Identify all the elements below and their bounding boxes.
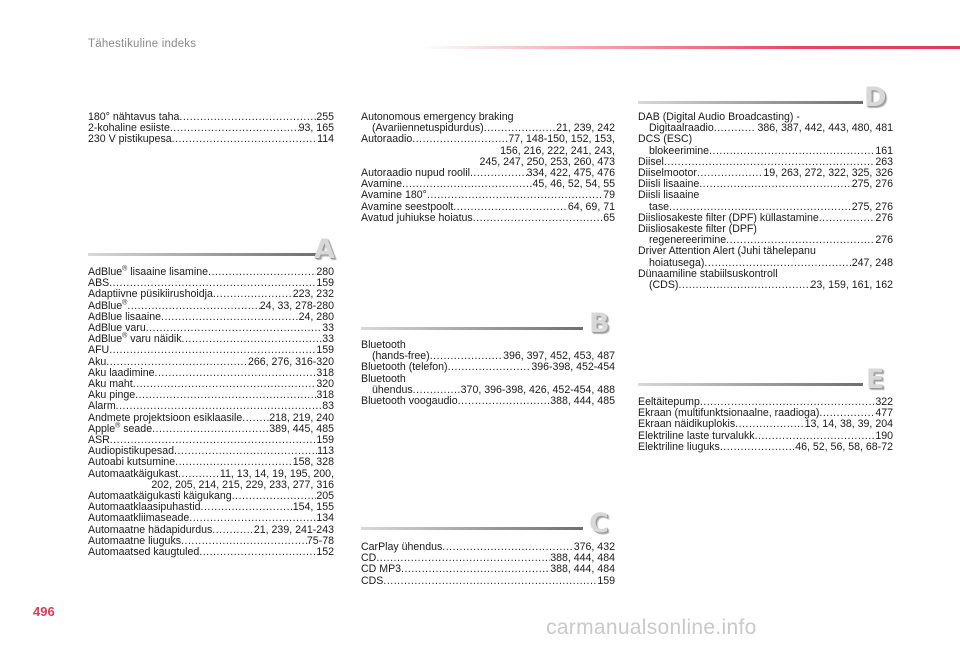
entry-term-text: Avatud juhiukse hoiatus (361, 211, 473, 224)
entry-term-text: AdBlue (88, 266, 123, 278)
section-divider-line (638, 101, 863, 104)
entry-term-suffix: seade (120, 422, 153, 435)
entry-pages: 247, 248 (851, 256, 893, 269)
entry-pages: 79 (603, 189, 615, 202)
dot-leader (179, 112, 316, 123)
entry-term (361, 576, 383, 587)
index-entry (361, 112, 615, 134)
dot-leader (699, 179, 852, 190)
entry-pages: 376, 432 (573, 541, 615, 553)
entry-pages: 114 (317, 133, 334, 146)
entry-pages: 154, 155 (292, 501, 334, 514)
section-letter: C (589, 508, 609, 539)
dot-leader (448, 362, 532, 373)
entry-pages: 159 (316, 434, 334, 447)
entry-pages: 24, 33, 278-280 (259, 299, 334, 312)
entry-term-text: CD (361, 552, 377, 565)
page-number: 496 (33, 604, 55, 619)
entry-term-text: Eeltäitepump (638, 396, 700, 408)
entry-pages: 159 (316, 344, 334, 357)
entry-pages: 396-398, 452-454 (531, 361, 615, 374)
dot-leader (213, 289, 293, 300)
entry-pages: 280 (316, 266, 334, 278)
index-entry (361, 340, 615, 362)
entry-row (361, 362, 615, 373)
entry-term-text: Aku (88, 355, 107, 368)
entry-heading: DAB (Digital Audio Broadcasting) - (638, 111, 800, 123)
entry-term-text: Autoabi kutsumine (88, 456, 176, 469)
entry-term-suffix: lisaaine lisamine (127, 266, 209, 278)
entry-term (88, 134, 172, 145)
entry-pages: 223, 232 (292, 288, 334, 301)
entry-term-text: Autoraadio (361, 133, 413, 146)
entry-term-text: Andmete projektsioon esiklaasile (88, 411, 243, 424)
dot-leader (172, 134, 317, 145)
entry-heading: DCS (ESC) (638, 133, 693, 146)
index-entry (88, 424, 334, 435)
dot-leader (155, 368, 317, 379)
dot-leader (819, 213, 876, 224)
entry-term-text: Aku laadimine (88, 366, 155, 379)
section-divider-line (361, 527, 583, 530)
entry-pages-continued: 245, 247, 250, 253, 260, 473 (479, 155, 615, 168)
watermark-text: carmanualsonline.info (546, 616, 757, 639)
dot-leader (242, 413, 269, 424)
entry-pages: 388, 444, 484 (550, 563, 615, 576)
entry-term-text: (Avariiennetuspidurdus) (372, 122, 484, 135)
entry-term-text: Ekraan näidikuplokis (638, 418, 736, 431)
dot-leader (199, 547, 316, 558)
dot-leader (401, 564, 550, 575)
entry-heading: Bluetooth (361, 372, 406, 385)
entry-pages: 322 (875, 396, 893, 408)
entry-term-text: Avamine (361, 178, 403, 191)
dot-leader (412, 134, 508, 145)
entry-pages: 389, 445, 485 (269, 422, 334, 435)
entry-pages: 64, 69, 71 (567, 200, 615, 213)
entry-pages: 33 (322, 322, 334, 335)
letter-heading-e (638, 364, 893, 398)
entry-term-text: Audiopistikupesad (88, 445, 174, 458)
entry-pages: 158, 328 (292, 456, 334, 469)
dot-leader (697, 168, 764, 179)
entry-term (638, 442, 720, 453)
dot-leader (109, 345, 316, 356)
entry-heading: Dünaamiline stabiilsuskontroll (638, 267, 778, 280)
entry-row (638, 146, 893, 157)
index-column-1 (88, 112, 334, 146)
entry-row (361, 213, 615, 224)
entry-term-text: AdBlue lisaaine (88, 310, 162, 323)
dot-leader (175, 457, 293, 468)
entry-term-text: Digitaalraadio (649, 122, 714, 135)
entry-row (361, 576, 615, 587)
entry-term-text: (CDS) (649, 279, 679, 292)
entry-pages: 161 (875, 144, 893, 157)
entry-pages: 83 (322, 400, 334, 413)
entry-pages: 11, 13, 14, 19, 195, 200, (219, 467, 334, 480)
entry-pages: 266, 276, 316-320 (247, 355, 334, 368)
index-entry (88, 390, 334, 401)
index-entry (361, 362, 615, 373)
entry-term-text: Automaatkäigukast (88, 467, 179, 480)
entry-term-text: AdBlue (88, 333, 123, 346)
entry-row (88, 267, 334, 278)
index-section-b (361, 340, 615, 407)
index-entry (88, 547, 334, 558)
entry-term-text: Automaatne liuguks (88, 534, 182, 547)
dot-leader (714, 123, 752, 134)
index-entry (361, 374, 615, 396)
entry-pages: . 386, 387, 442, 443, 480, 481 (751, 122, 893, 135)
entry-pages: 205 (316, 490, 334, 503)
dot-leader (678, 280, 810, 291)
entry-term-text: Ekraan (multifunktsionaalne, raadioga) (638, 407, 820, 420)
index-entry (638, 442, 893, 453)
dot-leader (135, 390, 316, 401)
dot-leader (458, 396, 551, 407)
entry-pages: 23, 159, 161, 162 (810, 279, 893, 292)
entry-term-text: Bluetooth (telefon) (361, 361, 448, 374)
entry-term-text: AdBlue (88, 299, 123, 312)
entry-heading: Autonomous emergency braking (361, 111, 514, 123)
letter-heading-c (361, 508, 615, 542)
registered-mark: ® (122, 332, 128, 340)
index-entry (88, 134, 334, 145)
entry-row (361, 396, 615, 407)
entry-term-text: 2-kohaline esiiste (88, 122, 170, 135)
entry-term-text: Diisli lisaaine (638, 178, 700, 191)
dot-leader (383, 576, 597, 587)
entry-pages: 218, 219, 240 (269, 411, 334, 424)
entry-pages: 33 (322, 333, 334, 346)
index-entry (638, 112, 893, 134)
entry-pages: 275, 276 (851, 178, 893, 191)
entry-term-text: Adaptiivne püsikiirushoidja (88, 288, 213, 301)
entry-pages-continued: 156, 216, 222, 241, 243, (500, 144, 615, 157)
entry-term-text: ASR (88, 434, 110, 447)
section-divider-line (88, 253, 316, 256)
index-column-2 (361, 112, 615, 224)
entry-heading: Diisliosakeste filter (DPF) (638, 223, 757, 236)
index-entry (638, 269, 893, 291)
entry-term-text: CD MP3 (361, 563, 402, 576)
entry-term-text: tase (649, 200, 670, 213)
entry-row (88, 334, 334, 345)
entry-term (361, 396, 458, 407)
entry-pages: 13, 14, 38, 39, 204 (804, 418, 893, 431)
entry-pages: 190 (875, 429, 893, 442)
entry-row (88, 547, 334, 558)
entry-term-text: ühendus (372, 383, 413, 396)
entry-term-text: Avamine seestpoolt (361, 200, 454, 213)
running-header-title: Tähestikuline indeks (88, 38, 197, 50)
entry-pages: 388, 444, 484 (550, 552, 615, 565)
index-section-c (361, 542, 615, 587)
index-section-d (638, 112, 893, 291)
dot-leader (376, 553, 550, 564)
entry-term-text: Automaatkliimaseade (88, 512, 190, 525)
entry-row (638, 280, 893, 291)
entry-pages: 320 (316, 378, 334, 391)
entry-term-suffix: varu näidik (127, 333, 182, 346)
entry-pages: 276 (875, 234, 893, 247)
index-section-e (638, 397, 893, 453)
entry-row (361, 134, 615, 145)
index-entry (88, 345, 334, 356)
section-divider-line (638, 383, 863, 386)
entry-pages: 276 (875, 211, 893, 224)
entry-pages: 134 (316, 512, 334, 525)
entry-term (361, 362, 448, 373)
entry-term-text: regenereerimine (649, 234, 727, 247)
entry-pages: 370, 396-398, 426, 452-454, 488 (460, 383, 615, 396)
entry-pages: 255 (316, 111, 334, 123)
entry-row (88, 390, 334, 401)
index-entry (638, 246, 893, 268)
entry-pages: 477 (875, 407, 893, 420)
entry-pages: 21, 239, 241-243 (253, 523, 334, 536)
entry-pages: 396, 397, 452, 453, 487 (503, 350, 615, 363)
entry-term-text: CarPlay ühendus (361, 541, 443, 553)
entry-term-text: Apple (88, 422, 116, 435)
dot-leader (200, 502, 292, 513)
dot-leader (720, 442, 795, 453)
entry-term-text: blokeerimine (649, 144, 710, 157)
entry-term-text: Automaatne hädapidurdus (88, 523, 213, 536)
entry-term-text: AdBlue varu (88, 322, 146, 335)
index-entry (638, 190, 893, 212)
entry-term-text: Autoraadio nupud roolil (361, 167, 470, 180)
dot-leader (133, 379, 317, 390)
entry-pages: 318 (316, 389, 334, 402)
section-letter: D (864, 82, 887, 113)
entry-pages-continued: 202, 205, 214, 215, 229, 233, 277, 316 (151, 478, 334, 491)
dot-leader (170, 123, 299, 134)
entry-term-text: hoiatusega) (649, 256, 705, 269)
registered-mark: ® (122, 299, 128, 307)
entry-pages: 275, 276 (851, 200, 893, 213)
entry-row (88, 424, 334, 435)
index-entry (638, 134, 893, 156)
entry-term (649, 280, 678, 291)
index-entry (88, 469, 334, 491)
entry-term-text: Bluetooth voogaudio (361, 395, 458, 408)
dot-leader (152, 424, 269, 435)
entry-row (638, 442, 893, 453)
entry-pages: 318 (316, 366, 334, 379)
entry-pages: 152 (316, 546, 334, 559)
entry-term-text: Automaatklaasipuhastid (88, 501, 201, 514)
registered-mark: ® (115, 422, 121, 430)
section-letter: E (866, 364, 885, 395)
entry-pages: 263 (875, 155, 893, 168)
entry-term-text: (hands-free) (372, 350, 430, 363)
index-entry (88, 267, 334, 278)
registered-mark: ® (122, 265, 128, 273)
entry-pages: 159 (316, 277, 334, 290)
entry-term-text: Diisel (638, 155, 664, 168)
dot-leader (709, 146, 875, 157)
entry-pages: 75-78 (306, 534, 334, 547)
dot-leader (473, 213, 603, 224)
index-entry (361, 396, 615, 407)
entry-term-text: Elektriline liuguks (638, 440, 720, 453)
dot-leader (161, 312, 299, 323)
entry-pages: 21, 239, 242 (556, 122, 615, 135)
entry-heading: Driver Attention Alert (Juhi tähelepanu (638, 245, 816, 258)
entry-pages: 65 (603, 211, 615, 224)
section-letter: B (589, 308, 610, 339)
entry-term-text: Diisliosakeste filter (DPF) küllastamine (638, 211, 819, 224)
entry-pages: 77, 148-150, 152, 153, (508, 133, 615, 146)
entry-row (88, 134, 334, 145)
dot-leader (182, 334, 323, 345)
entry-pages: 24, 280 (298, 310, 334, 323)
index-entry (88, 334, 334, 345)
entry-term-text: 230 V pistikupesa (88, 133, 172, 146)
section-divider-line (361, 327, 583, 330)
header-accent-bar (420, 46, 960, 49)
section-letter: A (314, 234, 335, 265)
index-entry (638, 224, 893, 246)
entry-pages: 45, 46, 52, 54, 55 (532, 178, 615, 191)
entry-term-text: CDS (361, 574, 384, 587)
entry-row (361, 564, 615, 575)
entry-term-text: Aku pinge (88, 389, 136, 402)
dot-leader (470, 168, 527, 179)
entry-pages: 334, 422, 475, 476 (526, 167, 615, 180)
entry-pages: 19, 263, 272, 322, 325, 326 (763, 167, 893, 180)
dot-leader (208, 267, 316, 278)
entry-pages: 93, 165 (298, 122, 334, 135)
entry-heading: Bluetooth (361, 339, 406, 351)
entry-pages: 46, 52, 56, 58, 68-72 (795, 440, 893, 453)
entry-term-text: AFU (88, 344, 110, 357)
index-entry (361, 576, 615, 587)
index-entry (361, 134, 615, 168)
entry-term-text: Automaatsed kaugtuled (88, 546, 200, 559)
entry-term (361, 213, 473, 224)
entry-term (361, 134, 412, 145)
dot-leader (212, 525, 254, 536)
letter-heading-a (88, 234, 334, 268)
dot-leader (427, 190, 603, 201)
entry-term-text: Automaatkäigukasti käigukang (88, 490, 232, 503)
index-entry (361, 213, 615, 224)
dot-leader (181, 536, 307, 547)
index-section-a (88, 267, 334, 558)
entry-pages: 388, 444, 485 (550, 395, 615, 408)
entry-term-text: Diiselmootor (638, 167, 697, 180)
entry-term-text: 180° nähtavus taha (88, 111, 180, 123)
entry-term (88, 547, 199, 558)
entry-term-text: ABS (88, 277, 110, 290)
entry-row (88, 345, 334, 356)
letter-heading-b (361, 308, 615, 342)
entry-term-text: Aku maht (88, 378, 133, 391)
entry-term-text: Avamine 180° (361, 189, 427, 202)
entry-term-text: Alarm (88, 400, 116, 413)
entry-heading: Diisli lisaaine (638, 189, 700, 202)
entry-pages: 159 (597, 574, 615, 587)
index-entry (361, 564, 615, 575)
entry-term-text: Elektriline laste turvalukk (638, 429, 755, 442)
entry-pages: 113 (317, 445, 334, 458)
